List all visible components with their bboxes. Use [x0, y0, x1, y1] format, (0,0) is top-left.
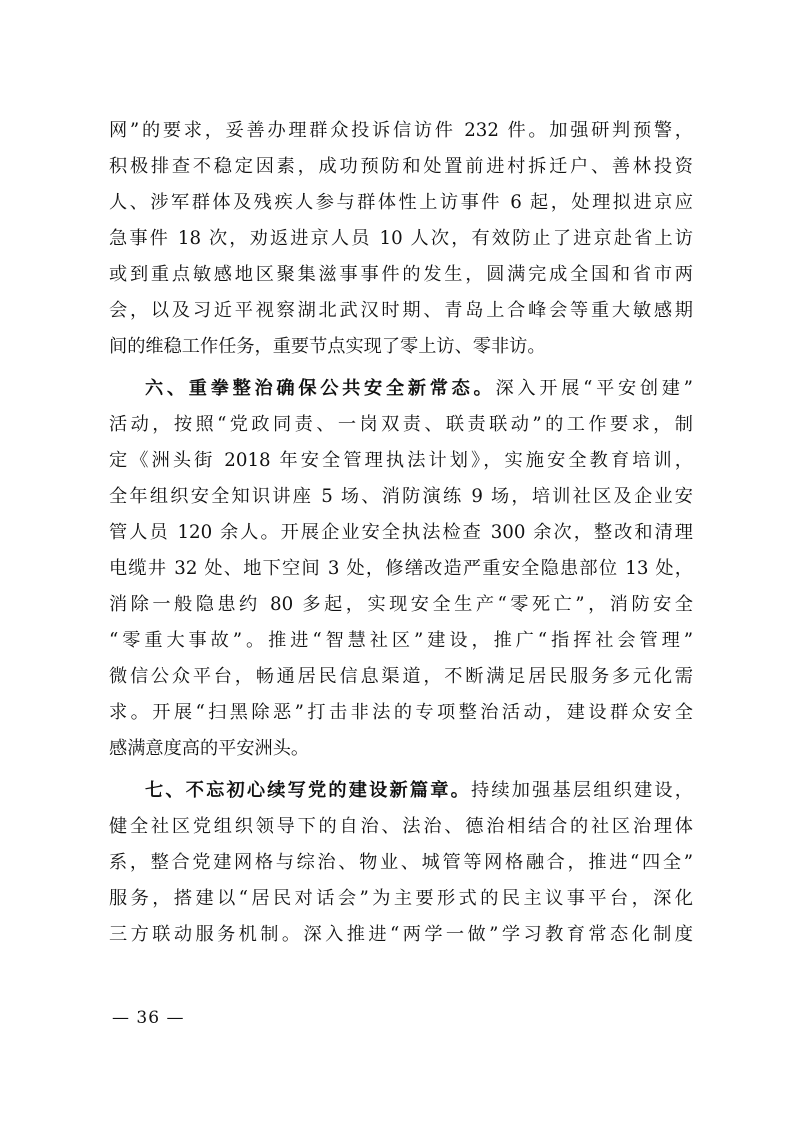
text-line: 活动，按照“党政同责、一岗双责、联责联动”的工作要求，制 — [109, 414, 693, 435]
text-line: 管人员 120 余人。开展企业安全执法检查 300 余次，整改和清理 — [109, 522, 693, 543]
text-line: 人、涉军群体及残疾人参与群体性上访事件 6 起，处理拟进京应 — [109, 192, 693, 213]
section-heading-6: 六、重拳整治确保公共安全新常态。 — [145, 378, 496, 399]
text-line: 系，整合党建网格与综治、物业、城管等网格融合，推进“四全” — [109, 852, 693, 873]
text-line: 全年组织安全知识讲座 5 场、消防演练 9 场，培训社区及企业安 — [109, 486, 693, 507]
heading-line-rest: 持续加强基层组织建设， — [471, 780, 693, 801]
text-line: 或到重点敏感地区聚集滋事事件的发生，圆满完成全国和省市两 — [109, 264, 693, 285]
paragraph-3 — [109, 773, 693, 953]
text-line: 健全社区党组织领导下的自治、法治、德治相结合的社区治理体 — [109, 816, 693, 837]
paragraph-1 — [109, 113, 693, 365]
text-line: “零重大事故”。推进“智慧社区”建设，推广“指挥社会管理” — [109, 630, 693, 651]
text-line: 求。开展“扫黑除恶”打击非法的专项整治活动，建设群众安全 — [109, 702, 693, 723]
text-line: 消除一般隐患约 80 多起，实现安全生产“零死亡”，消防安全 — [109, 594, 693, 615]
text-line: 服务，搭建以“居民对话会”为主要形式的民主议事平台，深化 — [109, 888, 693, 909]
heading-line — [109, 371, 693, 407]
text-line: 积极排查不稳定因素，成功预防和处置前进村拆迁户、善林投资 — [109, 156, 693, 177]
text-line: 感满意度高的平安洲头。 — [109, 738, 310, 759]
text-line: 急事件 18 次，劝返进京人员 10 人次，有效防止了进京赴省上访 — [109, 228, 693, 249]
paragraph-2 — [109, 371, 693, 767]
text-line: 微信公众平台，畅通居民信息渠道，不断满足居民服务多元化需 — [109, 666, 693, 687]
text-line: 三方联动服务机制。深入推进“两学一做”学习教育常态化制度 — [109, 924, 693, 945]
document-body — [109, 113, 693, 953]
text-line: 定《洲头街 2018 年安全管理执法计划》，实施安全教育培训， — [109, 450, 693, 471]
text-line: 间的维稳工作任务，重要节点实现了零上访、零非访。 — [109, 336, 546, 357]
section-heading-7: 七、不忘初心续写党的建设新篇章。 — [145, 780, 472, 801]
heading-line — [109, 773, 693, 809]
heading-line-rest: 深入开展“平安创建” — [495, 378, 693, 399]
text-line: 网”的要求，妥善办理群众投诉信访件 232 件。加强研判预警， — [109, 120, 693, 141]
page-number: — 36 — — [112, 1008, 185, 1028]
text-line: 会，以及习近平视察湖北武汉时期、青岛上合峰会等重大敏感期 — [109, 300, 693, 321]
text-line: 电缆井 32 处、地下空间 3 处，修缮改造严重安全隐患部位 13 处， — [109, 558, 693, 579]
